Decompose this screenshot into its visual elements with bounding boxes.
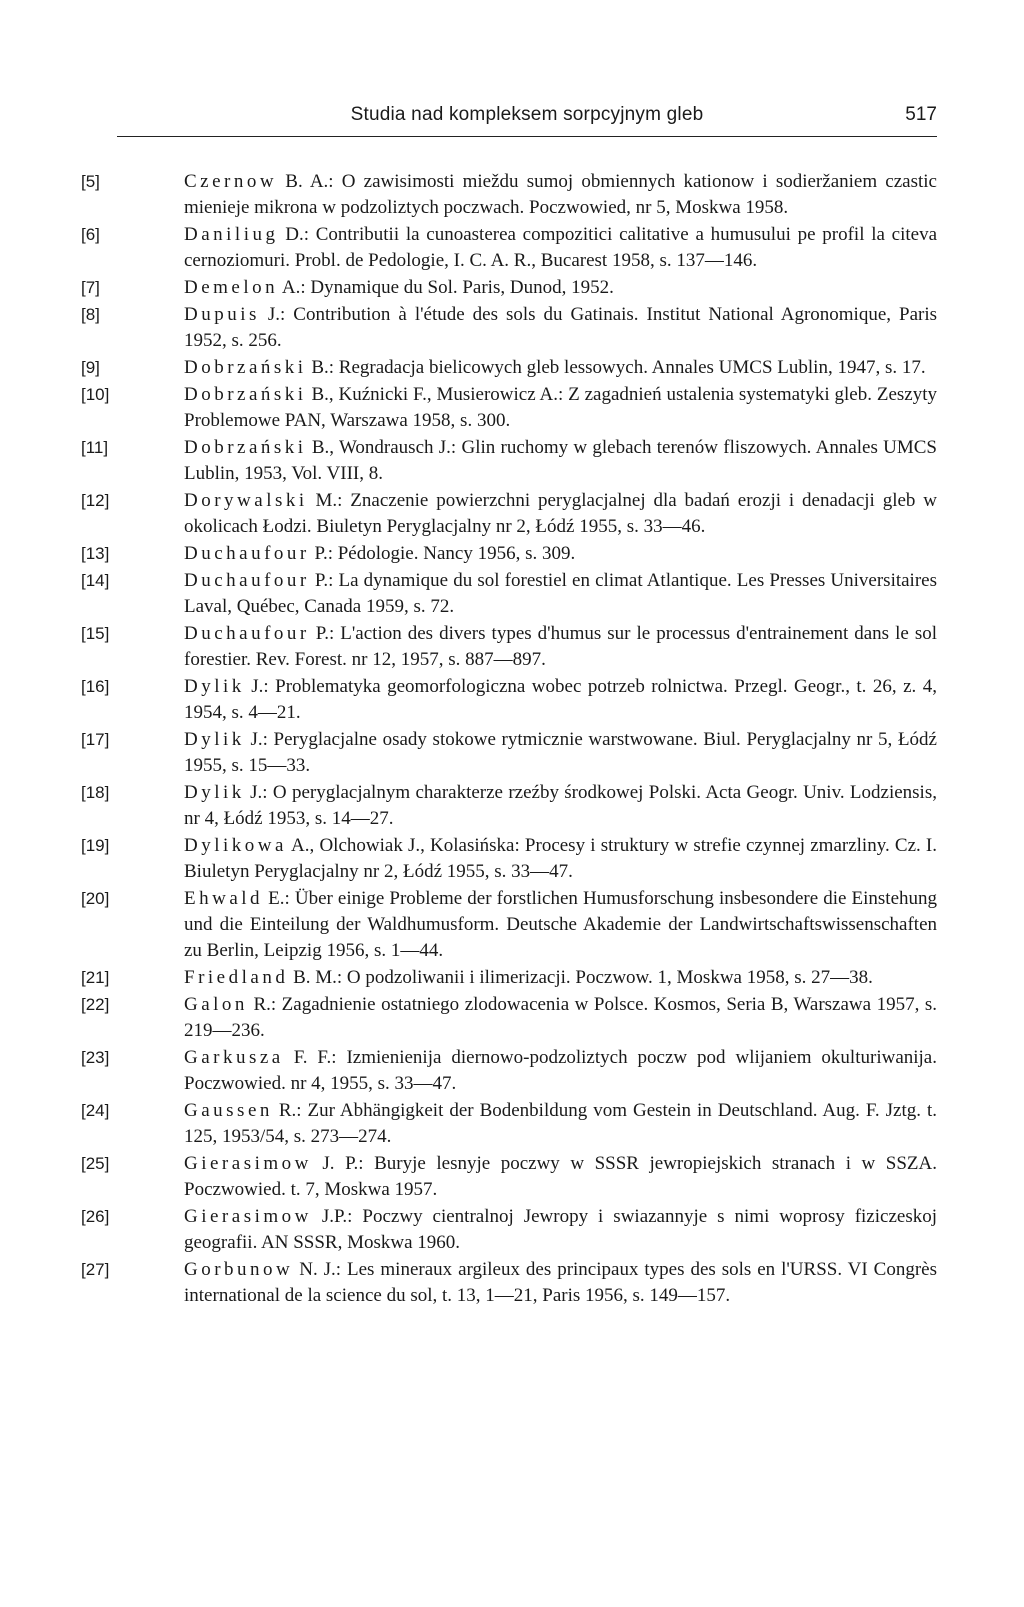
reference-entry (81, 1204, 937, 1256)
reference-number: [27] (81, 1260, 110, 1279)
reference-number: [23] (81, 1048, 110, 1067)
reference-author: Dylik (184, 782, 245, 803)
reference-text: J.: Peryglacjalne osady stokowe rytmicznie warstwowane. Biul. Peryglacjalny nr 5, Łódź 1955, s. 15—33. (184, 729, 937, 776)
reference-text: B. A.: O zawisimosti mieždu sumoj obmiennych kationow i sodieržaniem czastic mienieje mikrona w podzoliztych poczwach. Poczwowied, nr 5, Moskwa 1958. (184, 171, 937, 218)
reference-author: Dobrzański (184, 384, 307, 405)
running-title: Studia nad kompleksem sorpcyjnym gleb (350, 104, 704, 125)
reference-text: B. M.: O podzoliwanii i ilimerizacji. Poczwow. 1, Moskwa 1958, s. 27—38. (288, 967, 873, 988)
reference-entry (81, 674, 937, 726)
reference-text: D.: Contributii la cunoasterea compozitici calitative a humusului pe profil la citeva cernoziomuri. Probl. de Pedologie, I. C. A. R., Bucarest 1958, s. 137—146. (184, 224, 937, 271)
reference-entry (81, 382, 937, 434)
reference-entry (81, 780, 937, 832)
reference-author: Dylik (184, 676, 245, 697)
reference-number: [19] (81, 836, 110, 855)
reference-number: [22] (81, 995, 110, 1014)
reference-entry (81, 1045, 937, 1097)
reference-number: [16] (81, 677, 110, 696)
reference-number: [18] (81, 783, 110, 802)
reference-entry (81, 886, 937, 964)
reference-text: J.P.: Poczwy cientralnoj Jewropy i swiazannyje s nimi woprosy fiziczeskoj geografii. AN SSSR, Moskwa 1960. (184, 1206, 937, 1253)
reference-number: [7] (81, 278, 100, 297)
reference-entry (81, 435, 937, 487)
reference-entry (81, 621, 937, 673)
reference-text: P.: L'action des divers types d'humus sur le processus d'entrainement dans le sol forestier. Rev. Forest. nr 12, 1957, s. 887—897. (184, 623, 937, 670)
reference-number: [8] (81, 305, 100, 324)
reference-entry (81, 488, 937, 540)
reference-text: E.: Über einige Probleme der forstlichen Humusforschung insbesondere die Einstehung und die Einteilung der Waldhumusform. Deutsche Akademie der Landwirtschaftswissenschaften zu Berlin, Leipzig 1956, s. 1—44. (184, 888, 937, 961)
reference-number: [12] (81, 491, 110, 510)
reference-entry (81, 1257, 937, 1309)
reference-text: R.: Zur Abhängigkeit der Bodenbildung vom Gestein in Deutschland. Aug. F. Jztg. t. 125, 1953/54, s. 273—274. (184, 1100, 937, 1147)
reference-author: Garkusza (184, 1047, 284, 1068)
reference-author: Dylikowa (184, 835, 287, 856)
reference-number: [20] (81, 889, 110, 908)
reference-author: Demelon (184, 277, 279, 298)
reference-entry (81, 302, 937, 354)
reference-number: [17] (81, 730, 110, 749)
reference-text: A., Olchowiak J., Kolasińska: Procesy i struktury w strefie czynnej zmarzliny. Cz. I. Biuletyn Peryglacjalny nr 2, Łódź 1955, s. 33—47. (184, 835, 937, 882)
reference-entry (81, 541, 937, 567)
reference-author: Dylik (184, 729, 245, 750)
reference-entry (81, 1098, 937, 1150)
reference-entry (81, 355, 937, 381)
reference-number: [25] (81, 1154, 110, 1173)
reference-text: A.: Dynamique du Sol. Paris, Dunod, 1952. (278, 277, 614, 298)
reference-author: Daniliug (184, 224, 279, 245)
reference-entry (81, 275, 937, 301)
reference-entry (81, 992, 937, 1044)
reference-author: Ehwald (184, 888, 264, 909)
reference-text: P.: Pédologie. Nancy 1956, s. 309. (309, 543, 576, 564)
page-header (117, 100, 937, 134)
reference-number: [6] (81, 225, 100, 244)
reference-number: [14] (81, 571, 110, 590)
reference-number: [13] (81, 544, 110, 563)
reference-number: [11] (81, 438, 109, 457)
reference-text: J. P.: Buryje lesnyje poczwy w SSSR jewropiejskich stranach i w SSZA. Poczwowied. t. 7, Moskwa 1957. (184, 1153, 937, 1200)
reference-author: Duchaufour (184, 623, 310, 644)
reference-author: Dobrzański (184, 437, 307, 458)
reference-author: Gaussen (184, 1100, 273, 1121)
reference-text: P.: La dynamique du sol forestiel en climat Atlantique. Les Presses Universitaires Laval, Québec, Canada 1959, s. 72. (184, 570, 937, 617)
reference-text: B., Kuźnicki F., Musierowicz A.: Z zagadnień ustalenia systematyki gleb. Zeszyty Problemowe PAN, Warszawa 1958, s. 300. (184, 384, 937, 431)
reference-entry (81, 568, 937, 620)
reference-entry (81, 965, 937, 991)
reference-text: J.: Contribution à l'étude des sols du Gatinais. Institut National Agronomique, Paris 1952, s. 256. (184, 304, 937, 351)
reference-number: [24] (81, 1101, 110, 1120)
reference-entry (81, 727, 937, 779)
reference-number: [10] (81, 385, 110, 404)
reference-entry (81, 169, 937, 221)
reference-author: Dorywalski (184, 490, 308, 511)
reference-text: B., Wondrausch J.: Glin ruchomy w glebach terenów fliszowych. Annales UMCS Lublin, 1953, Vol. VIII, 8. (184, 437, 937, 484)
reference-text: R.: Zagadnienie ostatniego zlodowacenia w Polsce. Kosmos, Seria B, Warszawa 1957, s. 219—236. (184, 994, 937, 1041)
reference-author: Czernow (184, 171, 278, 192)
reference-author: Gierasimow (184, 1206, 312, 1227)
document-page (81, 100, 937, 1306)
reference-author: Galon (184, 994, 248, 1015)
reference-text: F. F.: Izmienienija diernowo-podzoliztych poczw pod wlijaniem okulturiwanija. Poczwowied. nr 4, 1955, s. 33—47. (184, 1047, 937, 1094)
reference-list (81, 169, 937, 1310)
reference-number: [9] (81, 358, 100, 377)
reference-entry (81, 222, 937, 274)
reference-text: J.: O peryglacjalnym charakterze rzeźby środkowej Polski. Acta Geogr. Univ. Lodziensis, nr 4, Łódź 1953, s. 14—27. (184, 782, 937, 829)
reference-author: Gierasimow (184, 1153, 312, 1174)
reference-text: B.: Regradacja bielicowych gleb lessowych. Annales UMCS Lublin, 1947, s. 17. (306, 357, 926, 378)
reference-number: [15] (81, 624, 110, 643)
reference-author: Dobrzański (184, 357, 307, 378)
reference-number: [21] (81, 968, 110, 987)
reference-text: M.: Znaczenie powierzchni peryglacjalnej dla badań erozji i denadacji gleb w okolicach Łodzi. Biuletyn Peryglacjalny nr 2, Łódź 1955, s. 33—46. (184, 490, 937, 537)
page-number: 517 (905, 104, 937, 125)
reference-author: Friedland (184, 967, 289, 988)
reference-author: Gorbunow (184, 1259, 294, 1280)
reference-author: Duchaufour (184, 543, 310, 564)
reference-entry (81, 833, 937, 885)
header-rule (117, 136, 937, 137)
reference-author: Duchaufour (184, 570, 310, 591)
reference-number: [26] (81, 1207, 110, 1226)
reference-text: J.: Problematyka geomorfologiczna wobec potrzeb rolnictwa. Przegl. Geogr., t. 26, z. 4, 1954, s. 4—21. (184, 676, 937, 723)
reference-text: N. J.: Les mineraux argileux des principaux types des sols en l'URSS. VI Congrès international de la science du sol, t. 13, 1—21, Paris 1956, s. 149—157. (184, 1259, 937, 1306)
reference-author: Dupuis (184, 304, 260, 325)
reference-number: [5] (81, 172, 100, 191)
reference-entry (81, 1151, 937, 1203)
